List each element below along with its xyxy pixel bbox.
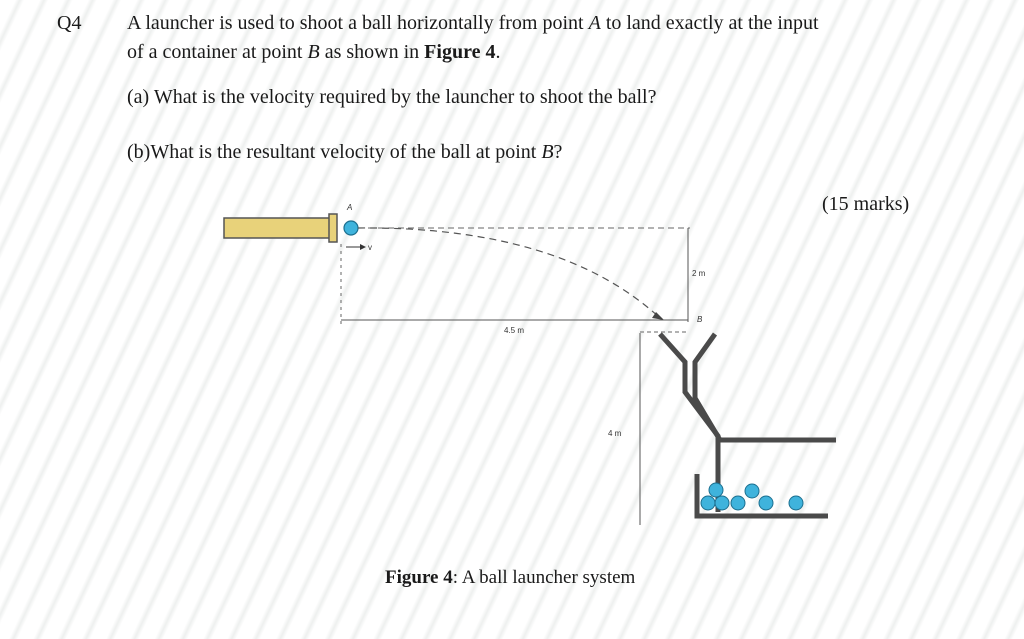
label-v: v <box>368 243 372 252</box>
container-right-wall <box>695 334 836 440</box>
collected-ball <box>715 496 729 510</box>
velocity-arrowhead <box>360 244 366 250</box>
question-line-2: of a container at point B as shown in Figure 4. <box>127 41 501 63</box>
collected-ball <box>789 496 803 510</box>
label-2m: 2 m <box>692 269 706 278</box>
label-4m: 4 m <box>608 429 622 438</box>
collected-ball <box>731 496 745 510</box>
launcher-body <box>224 218 330 238</box>
label-4-5m: 4.5 m <box>504 326 525 335</box>
launcher-muzzle <box>329 214 337 242</box>
collected-ball <box>745 484 759 498</box>
label-b: B <box>697 315 703 324</box>
ball-at-a <box>344 221 358 235</box>
marks-label: (15 marks) <box>822 193 910 215</box>
question-number: Q4 <box>57 12 82 34</box>
collected-ball <box>759 496 773 510</box>
part-a-text: (a) What is the velocity required by the launcher to shoot the ball? <box>127 86 657 108</box>
collected-balls <box>701 483 803 510</box>
figure-caption: Figure 4: A ball launcher system <box>385 567 636 588</box>
label-a: A <box>347 203 353 212</box>
part-b-text: (b)What is the resultant velocity of the ball at point B? <box>127 141 563 163</box>
collected-ball <box>701 496 715 510</box>
trajectory-path <box>358 228 660 318</box>
question-line-1: A launcher is used to shoot a ball horizontally from point A to land exactly at the input <box>127 12 819 34</box>
collected-ball <box>709 483 723 497</box>
